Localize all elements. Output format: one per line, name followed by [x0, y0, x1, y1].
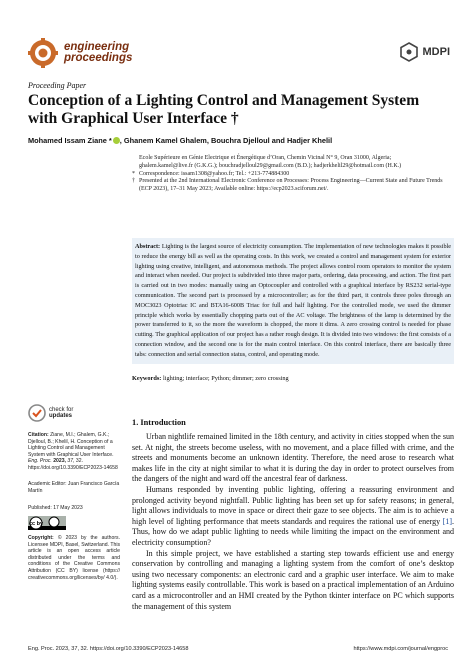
check-for-updates-badge[interactable]: [28, 400, 96, 426]
page-footer: [28, 646, 448, 652]
paragraph: Humans responded by inventing public lighting, offering a reassuring environment and prolonged activity beyond nightfall. Public lighting has been set up for safety reasons; in general, light allows individuals to move in space or direct their gaze to see objects. The aim is to achieve a high level of lighting performance that meets standards and requires the rational use of energy [1]. Thus, how do we adapt public lighting to needs while limiting the impact on the environment and electricity consumption?: [132, 484, 455, 547]
journal-logo[interactable]: [28, 38, 132, 68]
keywords: [132, 375, 454, 382]
check-updates-line1: check for: [49, 406, 74, 413]
reference-link[interactable]: [1]: [442, 516, 453, 526]
abstract-box: [132, 238, 454, 364]
abstract-label: Abstract:: [135, 243, 161, 250]
check-updates-icon: [28, 404, 46, 422]
author-list: [28, 136, 458, 145]
paragraph: In this simple project, we have established a starting step towards efficient use and energy conservation by controlling and managing a lighting system from the comfort of one’s desktop using two necessary components: an electronic card and a graphic user interface. We aim to make lighting systems easily controllable. This work is based on a practical implementation of an Arduino card as a microcontroller and an HMI created by the Python tkinter interface on PC which supports the management of this system: [132, 548, 454, 611]
keywords-label: Keywords:: [132, 375, 162, 382]
article-type: Proceeding Paper: [28, 81, 87, 90]
section-heading: 1. Introduction: [132, 418, 186, 427]
cc-label: cc by: [28, 521, 44, 527]
citation-journal: Eng. Proc.: [28, 458, 52, 465]
cc-by-license-icon[interactable]: [28, 516, 66, 530]
footer-journal-url[interactable]: https://www.mdpi.com/journal/engproc: [353, 646, 448, 652]
correspondence-line: * Correspondence: issam1308@yahoo.fr; Tel.: +213-774884300: [132, 170, 290, 177]
gear-emblem-icon: [28, 38, 58, 68]
copyright-block: [28, 535, 120, 581]
citation-label: Citation:: [28, 432, 49, 438]
paper-title: Conception of a Lighting Control and Management System with Graphical User Interface †: [28, 92, 420, 127]
publisher-name: MDPI: [422, 46, 450, 58]
mdpi-logo-icon: [399, 42, 419, 62]
check-updates-line2: updates: [49, 413, 73, 419]
academic-editor: Academic Editor: Juan Francisco García Martín: [28, 481, 120, 494]
affiliations: [132, 155, 452, 194]
affiliation-line: Ecole Supérieure en Génie Electrique et Énergétique d’Oran, Chemin Vicinal N° 9, Oran 31000, Algeria;: [139, 155, 392, 161]
footer-citation[interactable]: Eng. Proc. 2023, 37, 32. https://doi.org/10.3390/ECP2023-14658: [28, 646, 189, 652]
orcid-icon[interactable]: [113, 137, 120, 144]
author-list-part1: Mohamed Issam Ziane *: [28, 136, 112, 145]
citation-text3[interactable]: 32. https://doi.org/10.3390/ECP2023-14658: [28, 458, 118, 471]
citation-volume: 37,: [67, 458, 75, 465]
affiliation-line: ghalem.kamel@live.fr (G.K.G.); bouchradjelloul29@gmail.com (B.D.); hadjerkhelil29@hotmail.com (H.K.): [139, 162, 402, 169]
paragraph: Urban nightlife remained limited in the 18th century, and activity in cities stopped when the sun set. At night, the streets become useless, with no movement, and a place filled with crime, and the streets and monuments become an unknown identity. Therefore, the need arose to research what makes life in the city at night similar to what it is during the day in order to protect ourselves from the dangers of the night and ward off the ancestral fear of darkness.: [132, 432, 454, 484]
published-date: Published: 17 May 2023: [28, 505, 83, 511]
journal-name-line2: proceedings: [64, 52, 133, 64]
copyright-label: Copyright:: [28, 535, 54, 541]
body-text: [132, 432, 454, 612]
copyright-text: © 2023 by the authors. Licensee MDPI, Basel, Switzerland. This article is an open access article distributed under the terms and conditions of the Creative Commons Attribution (CC BY) license (https:// creativecommons.org/licenses/by/ 4.0/).: [28, 535, 120, 581]
abstract-text: Lighting is the largest source of electricity consumption. The implementation of new technologies makes it possible to reduce the energy bill as well as the operating costs. In this work, we created a control and management system for exterior lighting using creative, intelligent, and autonomous methods. The project allows control room operators to monitor the system and interact when needed. Our project is subdivided into three major parts, ordering, data processing, and action. The first part is carried out in two modes: manually using an Optocoupler and controlled with a graphical interface by RS232 serial-type communication. The second part is processed by a microcontroller; as for the third part, it controls three poles through an MOC3023 Optotriac IC and BTA16-600B Triac for full and half lighting. For the controlled mode, we used the dimmer principle which works by essentially chopping parts out of the AC voltage. The brightness of the lamp is determined by the power transferred to it, so the more the waveform is chopped, the more it dims. A zero crossing control is needed for phase cutting. The graphical application of our project has a rather rough design. It is divided into two windows: the first consists of a connection window, and the second one is for the main control interface. On this control interface, there are basically three tabs: connection and serial connection status, control, and operating mode.: [135, 243, 451, 358]
citation-year: 2023,: [53, 458, 66, 465]
journal-name-line1: engineering: [64, 41, 130, 53]
citation-block: [28, 432, 120, 472]
publisher-logo[interactable]: [399, 42, 451, 62]
citation-text1: Ziane, M.I.; Ghalem, G.K.; Djelloul, B.; Khelil, H. Conception of a Lighting Control and Management System with Graphical User Interface.: [28, 432, 114, 458]
author-list-part2: , Ghanem Kamel Ghalem, Bouchra Djelloul and Hadjer Khelil: [119, 136, 333, 145]
conference-note: † Presented at the 2nd International Electronic Conference on Processes: Process Engineering—Current State and Future Trends (ECP 2023), 17–31 May 2023; Available online: https://ecp2023.sciforum.net/.: [132, 178, 443, 193]
keywords-text: lighting; interface; Python; dimmer; zero crossing: [162, 375, 289, 382]
